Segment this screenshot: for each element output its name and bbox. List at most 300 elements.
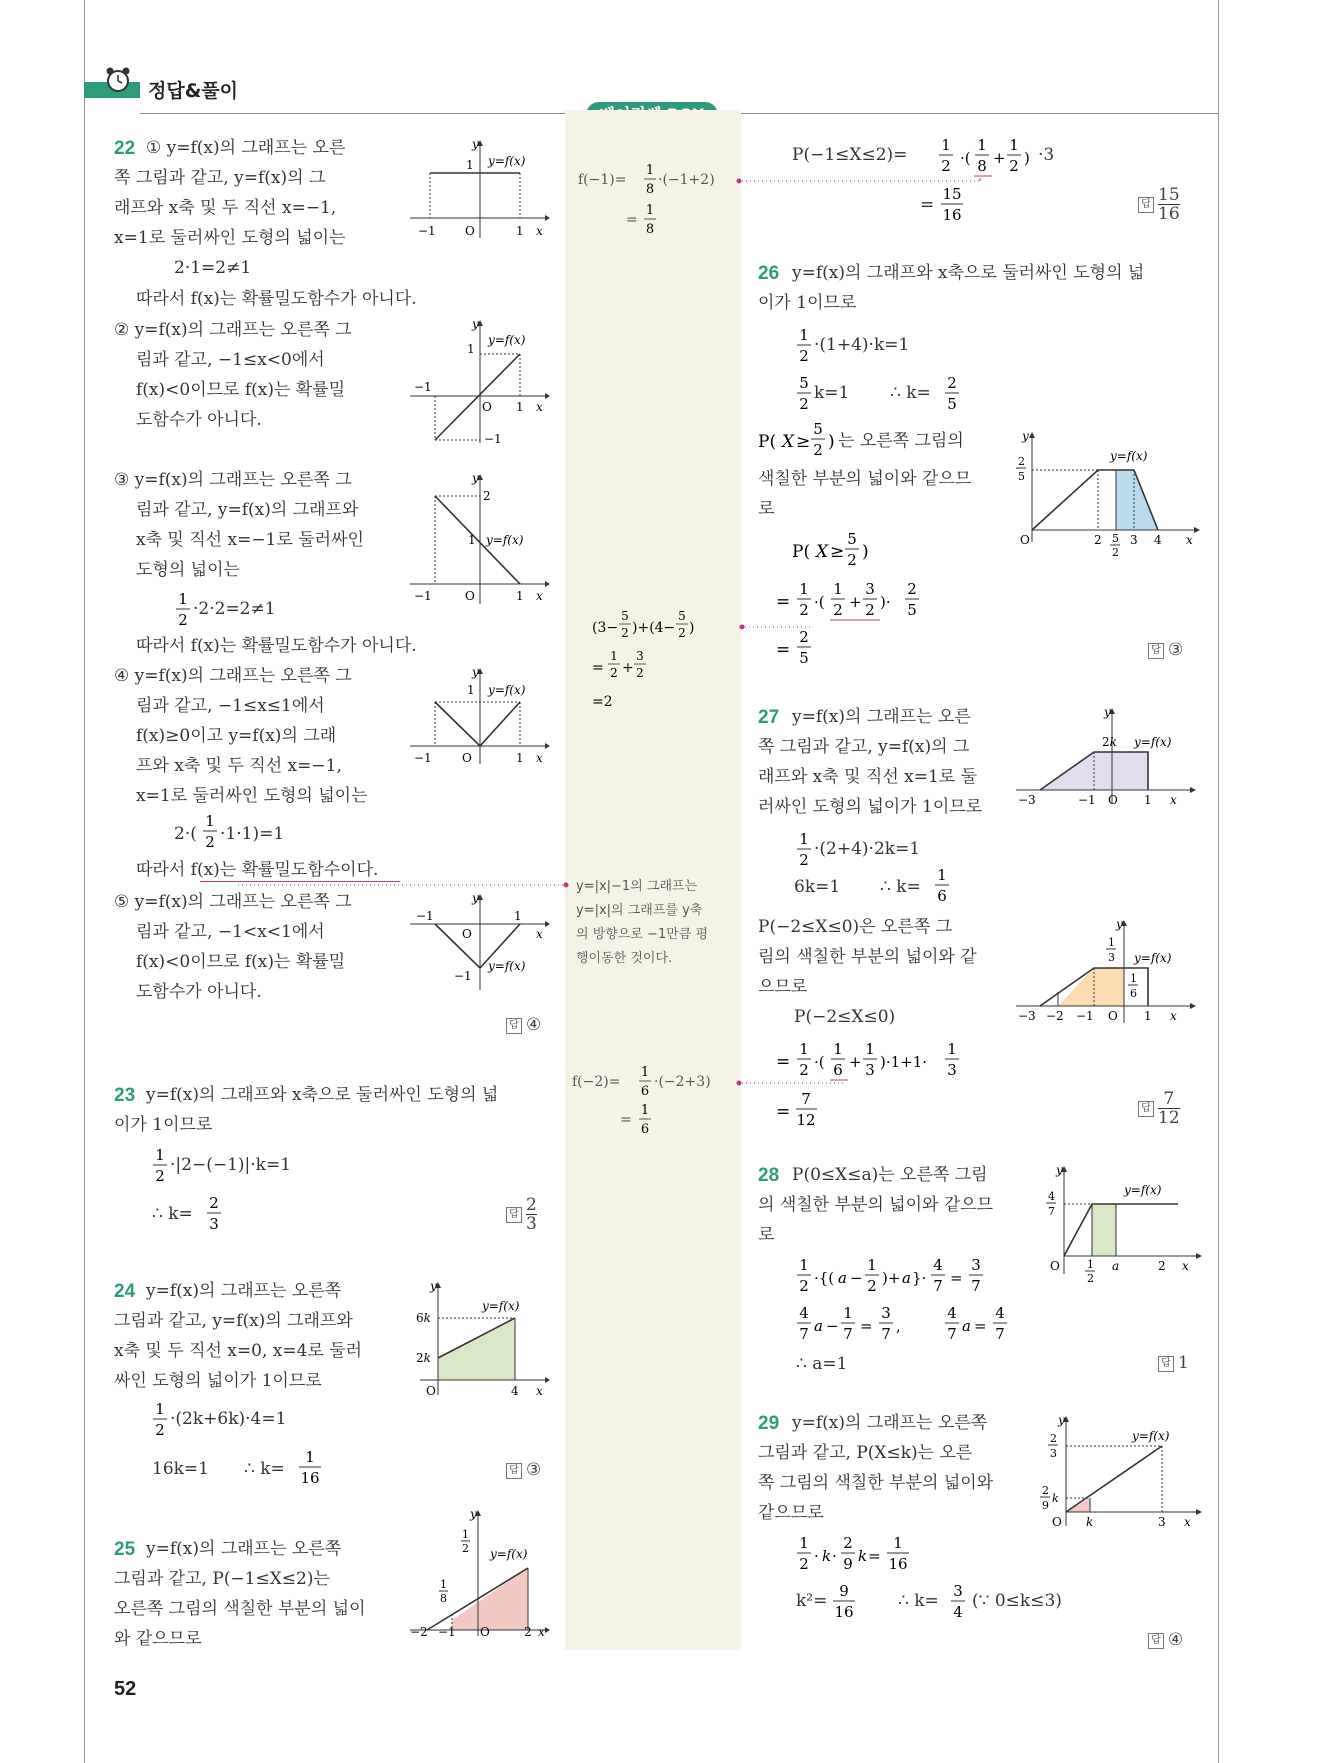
box-note-line2: y=|x|의 그래프를 y축	[576, 903, 703, 918]
svg-text:1: 1	[893, 1534, 903, 1552]
svg-text:2: 2	[799, 1277, 809, 1295]
svg-text:O: O	[1050, 1259, 1060, 1273]
problem-28-number: 28	[758, 1165, 780, 1186]
p29-graph	[1038, 1414, 1202, 1534]
p22-i3-line2: 림과 같고, y=f(x)의 그래프와	[136, 500, 359, 520]
svg-text:12: 12	[796, 1111, 816, 1129]
svg-text:y: y	[430, 1280, 437, 1293]
svg-text:1: 1	[833, 1040, 843, 1058]
p26-line1: y=f(x)의 그래프와 x축으로 둘러싸인 도형의 넓	[792, 263, 1145, 283]
svg-text:4: 4	[995, 1304, 1005, 1322]
answer-mark-icon: 답	[506, 1018, 522, 1034]
p23-eq1: ·|2−(−1)|·k=1	[170, 1155, 292, 1175]
svg-text:1: 1	[1130, 972, 1137, 985]
svg-text:=: =	[868, 1547, 881, 1565]
svg-text:1: 1	[941, 136, 951, 154]
p24-line2: 그림과 같고, y=f(x)의 그래프와	[114, 1311, 353, 1331]
svg-text:7: 7	[933, 1277, 943, 1295]
p26-k-fraction	[944, 374, 960, 414]
p27-answer-num: 7	[1163, 1089, 1175, 1109]
p27-eq2b: ∴ k=	[880, 877, 921, 897]
svg-text:y=f(x): y=f(x)	[1124, 1183, 1162, 1197]
svg-text:2: 2	[636, 666, 644, 680]
svg-text:2: 2	[941, 157, 951, 175]
svg-text:1: 1	[1144, 1009, 1152, 1023]
p27-eq2a: 6k=1	[794, 877, 841, 897]
svg-text:−2: −2	[1046, 1009, 1064, 1023]
p25-line4: 와 같으므로	[114, 1629, 202, 1649]
answer-mark-icon: 답	[1138, 197, 1154, 213]
svg-text:2: 2	[847, 551, 857, 569]
svg-text:8: 8	[440, 1592, 447, 1605]
p22-graph-5	[410, 892, 550, 992]
p27-mid-line3: 으므로	[758, 977, 808, 997]
svg-text:=: =	[776, 1052, 791, 1072]
svg-text:−: −	[850, 1269, 863, 1287]
svg-text:2: 2	[799, 601, 809, 619]
svg-text:−3: −3	[1018, 793, 1036, 806]
svg-text:3: 3	[881, 1304, 891, 1322]
p23-half-fraction	[152, 1146, 168, 1186]
p22-i3-line3: x축 및 직선 x=−1로 둘러싸인	[136, 530, 364, 550]
p22-i1-line1: ① y=f(x)의 그래프는 오른	[146, 138, 346, 158]
svg-text:6: 6	[640, 1122, 650, 1137]
p29-eq2b: ∴ k=	[898, 1591, 939, 1611]
svg-text:6k: 6k	[416, 1311, 431, 1325]
svg-text:3: 3	[947, 1061, 957, 1079]
svg-text:1: 1	[937, 866, 947, 884]
svg-text:)·1+1·: )·1+1·	[880, 1053, 928, 1071]
p22-i1-conclusion: 따라서 f(x)는 확률밀도함수가 아니다.	[136, 289, 417, 309]
svg-text:3: 3	[1158, 1515, 1166, 1529]
box-b1-fraction	[643, 162, 657, 198]
svg-text:4: 4	[511, 1384, 519, 1398]
p24-line4: 싸인 도형의 넓이가 1이므로	[114, 1371, 322, 1391]
box-b3-leader	[238, 882, 570, 892]
svg-text:x: x	[538, 1625, 545, 1638]
p22-i1-line3: 래프와 x축 및 두 직선 x=−1,	[114, 198, 337, 218]
svg-text:y=f(x): y=f(x)	[488, 959, 526, 973]
p26-eq2b: ∴ k=	[890, 383, 931, 403]
svg-text:1: 1	[155, 1400, 165, 1418]
svg-text:3: 3	[865, 580, 875, 598]
p28-eq2	[796, 1304, 1016, 1348]
svg-text:−1: −1	[414, 380, 432, 394]
p27-half-fraction	[796, 830, 812, 870]
p29-line3: 쪽 그림의 색칠한 부분의 넓이와	[758, 1473, 994, 1493]
svg-text:2: 2	[1087, 1272, 1094, 1285]
svg-text:−2: −2	[410, 1625, 428, 1638]
svg-text:P(: P(	[792, 542, 811, 562]
p26-five-half-fraction	[796, 374, 812, 414]
svg-text:=: =	[776, 1102, 791, 1122]
svg-text:1: 1	[514, 909, 522, 923]
svg-text:·(: ·(	[814, 1053, 825, 1071]
svg-text:7: 7	[995, 1325, 1005, 1343]
p28-answer	[1158, 1353, 1189, 1373]
svg-text:): )	[689, 620, 695, 636]
svg-text:−1: −1	[454, 969, 472, 983]
p24-half-fraction	[152, 1400, 168, 1440]
p27-eq3: P(−2≤X≤0)	[794, 1007, 896, 1027]
svg-text:+: +	[993, 149, 1006, 167]
svg-text:1: 1	[947, 1040, 957, 1058]
p23-line2: 이가 1이므로	[114, 1115, 213, 1135]
svg-text:2: 2	[610, 666, 618, 680]
p28-line3: 로	[758, 1225, 775, 1245]
svg-text:5: 5	[947, 395, 957, 413]
svg-text:16: 16	[834, 1603, 854, 1621]
p25-eq1-fractions	[938, 136, 1038, 178]
svg-text:2: 2	[813, 441, 823, 459]
p22-i2-line3: f(x)<0이므로 f(x)는 확률밀	[136, 380, 346, 400]
svg-text:2: 2	[483, 489, 491, 503]
p26-answer-value: ③	[1168, 640, 1184, 660]
svg-text:3: 3	[1108, 951, 1115, 964]
answer-mark-icon: 답	[506, 1463, 522, 1479]
svg-text:,: ,	[896, 1317, 901, 1335]
p29-line4: 같으므로	[758, 1503, 824, 1523]
svg-text:1: 1	[799, 580, 809, 598]
svg-text:9: 9	[1042, 1499, 1049, 1512]
box-b1-leader	[736, 178, 986, 188]
p27-mid-line1: P(−2≤X≤0)은 오른쪽 그	[758, 917, 953, 937]
svg-text:=: =	[860, 1317, 873, 1335]
p22-graph-2	[410, 318, 550, 448]
svg-text:k: k	[822, 1547, 832, 1565]
svg-text:1: 1	[799, 326, 809, 344]
p28-line2: 의 색칠한 부분의 넓이와 같으므	[758, 1195, 994, 1215]
svg-text:−: −	[826, 1317, 839, 1335]
svg-text:1: 1	[1009, 136, 1019, 154]
svg-text:4: 4	[933, 1256, 943, 1274]
svg-text:16: 16	[300, 1469, 320, 1487]
svg-text:y=f(x): y=f(x)	[482, 1299, 520, 1313]
svg-text:1: 1	[799, 1040, 809, 1058]
svg-text:O: O	[1052, 1515, 1062, 1529]
box-b1c-fraction	[643, 202, 657, 238]
svg-text:a: a	[1112, 1259, 1120, 1273]
box-b4-fraction	[638, 1064, 652, 1100]
svg-text:x: x	[536, 1384, 543, 1398]
svg-text:a: a	[838, 1269, 847, 1287]
svg-text:2: 2	[1158, 1259, 1166, 1273]
svg-text:): )	[828, 432, 835, 452]
svg-text:}·: }·	[912, 1269, 927, 1287]
page-border-left	[84, 0, 85, 1763]
p22-i4-line5: x=1로 둘러싸인 도형의 넓이는	[136, 786, 368, 806]
box-b1a: f(−1)=	[578, 172, 627, 188]
svg-text:y: y	[1022, 430, 1029, 443]
svg-text:2k: 2k	[416, 1351, 431, 1365]
svg-text:3: 3	[953, 1582, 963, 1600]
p26-eq1: ·(1+4)·k=1	[814, 335, 910, 355]
svg-text:1: 1	[516, 400, 524, 414]
svg-text:2: 2	[209, 1194, 219, 1212]
svg-text:−1: −1	[414, 589, 432, 603]
p22-answer-value: ④	[526, 1015, 542, 1035]
svg-text:·{(: ·{(	[814, 1269, 835, 1287]
svg-text:=: =	[776, 640, 791, 660]
p26-eq4	[776, 628, 826, 672]
p22-i5-line4: 도함수가 아니다.	[136, 982, 262, 1002]
svg-text:1: 1	[155, 1146, 165, 1164]
p25-answer	[1138, 186, 1180, 223]
svg-text:1: 1	[516, 751, 524, 765]
svg-text:y=f(x): y=f(x)	[488, 333, 526, 347]
svg-text:7: 7	[1048, 1205, 1055, 1218]
p25-answer-den: 16	[1158, 204, 1180, 224]
svg-text:1: 1	[466, 158, 474, 172]
svg-text:1: 1	[205, 812, 215, 830]
p22-i3-conclusion: 따라서 f(x)는 확률밀도함수가 아니다.	[136, 636, 417, 656]
p29-eq2a: k²=	[796, 1591, 828, 1611]
p27-line1: y=f(x)의 그래프는 오른	[792, 707, 971, 727]
p24-eq1: ·(2k+6k)·4=1	[170, 1409, 287, 1429]
svg-text:1: 1	[799, 830, 809, 848]
p26-graph	[1010, 430, 1200, 560]
svg-text:): )	[1024, 149, 1030, 167]
p29-line1: y=f(x)의 그래프는 오른쪽	[792, 1413, 988, 1433]
svg-text:1: 1	[865, 1040, 875, 1058]
p25-eq2: =	[920, 195, 935, 215]
svg-text:y: y	[472, 666, 479, 679]
svg-text:X: X	[782, 432, 795, 452]
p29-eq1	[796, 1534, 926, 1578]
p24-graph	[410, 1280, 550, 1400]
svg-text:9: 9	[843, 1555, 853, 1573]
box-b4c: =	[620, 1112, 632, 1128]
svg-text:5: 5	[1112, 532, 1119, 545]
p27-graph-1	[1016, 706, 1196, 806]
p25-line1: y=f(x)의 그래프는 오른쪽	[146, 1539, 342, 1559]
box-b4b: ·(−2+3)	[654, 1074, 711, 1090]
p22-i3-line4: 도형의 넓이는	[136, 560, 240, 580]
svg-text:x: x	[536, 751, 543, 765]
svg-text:)+(4−: )+(4−	[632, 620, 676, 636]
svg-text:3: 3	[971, 1256, 981, 1274]
svg-text:5: 5	[799, 374, 809, 392]
page-number: 52	[114, 1678, 137, 1700]
svg-text:5: 5	[799, 649, 809, 667]
svg-text:8: 8	[645, 182, 655, 197]
svg-text:2: 2	[907, 580, 917, 598]
svg-text:1: 1	[843, 1304, 853, 1322]
svg-text:y: y	[1104, 706, 1111, 719]
p22-i3-half-fraction	[175, 590, 191, 630]
svg-text:·(: ·(	[814, 593, 825, 611]
svg-text:y: y	[1116, 918, 1123, 931]
p23-answer-num: 2	[526, 1195, 537, 1215]
problem-26-number: 26	[758, 263, 780, 284]
svg-text:1: 1	[833, 580, 843, 598]
p25-answer-num: 15	[1158, 185, 1180, 205]
svg-text:2: 2	[678, 626, 686, 640]
svg-text:O: O	[1108, 1009, 1118, 1023]
svg-text:P(: P(	[758, 432, 777, 452]
svg-text:y: y	[472, 138, 479, 151]
svg-text:1: 1	[516, 589, 524, 603]
svg-text:O: O	[1020, 533, 1030, 547]
p22-i5-line3: f(x)<0이므로 f(x)는 확률밀	[136, 952, 346, 972]
p25-result-fraction	[940, 185, 964, 225]
svg-text:2: 2	[1112, 546, 1119, 559]
svg-text:2: 2	[865, 601, 875, 619]
p22-i1-line2: 쪽 그림과 같고, y=f(x)의 그	[114, 168, 326, 188]
svg-text:y=f(x): y=f(x)	[486, 533, 524, 547]
svg-text:5: 5	[678, 609, 686, 623]
p25-eq1a: P(−1≤X≤2)=	[792, 145, 908, 165]
svg-text:y=f(x): y=f(x)	[488, 683, 526, 697]
p22-i3-calc: ·2·2=2≠1	[193, 599, 276, 619]
p27-graph-2	[1016, 918, 1196, 1028]
svg-text:1: 1	[462, 1528, 469, 1541]
svg-text:2: 2	[621, 626, 629, 640]
svg-text:16: 16	[888, 1555, 908, 1573]
svg-text:=: =	[974, 1317, 987, 1335]
svg-text:x: x	[1182, 1259, 1189, 1273]
p22-graph-1	[410, 138, 550, 240]
svg-text:1: 1	[645, 163, 655, 178]
p28-graph	[1042, 1164, 1202, 1296]
svg-text:2k: 2k	[1102, 735, 1117, 749]
p22-i4-line2: 림과 같고, −1≤x≤1에서	[136, 696, 325, 716]
svg-text:y=f(x): y=f(x)	[1134, 951, 1172, 965]
svg-text:a: a	[962, 1317, 971, 1335]
p27-line3: 래프와 x축 및 직선 x=1로 둘	[758, 767, 978, 787]
svg-text:O: O	[465, 224, 475, 238]
svg-text:7: 7	[881, 1325, 891, 1343]
svg-text:+: +	[849, 593, 862, 611]
svg-text:=2: =2	[592, 694, 613, 710]
svg-text:O: O	[462, 751, 472, 765]
p22-graph-3	[410, 472, 550, 607]
svg-text:y=f(x): y=f(x)	[1132, 1429, 1170, 1443]
problem-29-number: 29	[758, 1413, 780, 1434]
svg-text:7: 7	[843, 1325, 853, 1343]
p29-eq2c: (∵ 0≤k≤3)	[972, 1591, 1062, 1611]
svg-text:5: 5	[847, 530, 857, 548]
svg-text:8: 8	[977, 157, 987, 175]
svg-text:2: 2	[205, 833, 215, 851]
svg-text:1: 1	[799, 1534, 809, 1552]
svg-text:15: 15	[942, 185, 962, 203]
svg-text:5: 5	[813, 420, 823, 438]
box-b2	[592, 606, 732, 716]
svg-text:4: 4	[799, 1304, 809, 1322]
p22-i5-line1: ⑤ y=f(x)의 그래프는 오른쪽 그	[114, 892, 352, 912]
svg-text:6: 6	[640, 1084, 650, 1099]
p22-i4-line3: f(x)≥0이고 y=f(x)의 그래	[136, 726, 337, 746]
svg-text:1: 1	[516, 224, 524, 238]
svg-text:y: y	[470, 1508, 477, 1521]
p28-eq1	[796, 1256, 1006, 1300]
svg-text:2: 2	[947, 374, 957, 392]
p26-mid-line2: 색칠한 부분의 넓이와 같으므	[758, 469, 972, 489]
svg-text:2: 2	[1050, 1432, 1057, 1445]
svg-text:O: O	[480, 1625, 490, 1638]
alarm-clock-icon	[103, 64, 133, 94]
p25-graph	[410, 1508, 550, 1638]
svg-text:1: 1	[467, 342, 475, 356]
p23-answer-den: 3	[526, 1214, 537, 1234]
svg-text:7: 7	[971, 1277, 981, 1295]
p22-i3-line1: ③ y=f(x)의 그래프는 오른쪽 그	[114, 470, 352, 490]
p23-k-fraction	[206, 1194, 222, 1234]
svg-text:x: x	[536, 224, 543, 238]
p29-k-fraction	[950, 1582, 966, 1622]
svg-text:8: 8	[645, 222, 655, 237]
svg-text:1: 1	[640, 1103, 650, 1118]
box-b2-leader	[694, 624, 814, 634]
svg-text:2: 2	[867, 1277, 877, 1295]
svg-text:y=f(x): y=f(x)	[1134, 735, 1172, 749]
svg-text:O: O	[482, 400, 492, 414]
svg-text:7: 7	[947, 1325, 957, 1343]
svg-text:2: 2	[155, 1167, 165, 1185]
svg-text:2: 2	[799, 1061, 809, 1079]
svg-text:1: 1	[977, 136, 987, 154]
svg-text:1: 1	[1087, 1258, 1094, 1271]
problem-24-number: 24	[114, 1281, 136, 1302]
svg-text:1: 1	[799, 1256, 809, 1274]
svg-text:y: y	[472, 318, 479, 331]
svg-text:): )	[862, 542, 869, 562]
p23-line1: y=f(x)의 그래프와 x축으로 둘러싸인 도형의 넓	[146, 1085, 499, 1105]
svg-text:y: y	[1058, 1414, 1065, 1427]
answer-mark-icon: 답	[1148, 643, 1164, 659]
svg-text:y=f(x): y=f(x)	[490, 1547, 528, 1561]
svg-text:x: x	[536, 400, 543, 414]
problem-23-number: 23	[114, 1085, 136, 1106]
svg-text:3: 3	[209, 1215, 219, 1233]
p22-i4-line4: 프와 x축 및 두 직선 x=−1,	[136, 756, 342, 776]
p22-answer	[506, 1015, 541, 1035]
svg-text:X: X	[816, 542, 829, 562]
p22-i1-calc: 2·1=2≠1	[174, 258, 252, 278]
p22-i4-calc-b: ·1·1)=1	[220, 824, 285, 844]
p24-eq2b: ∴ k=	[244, 1459, 285, 1479]
p27-answer-den: 12	[1158, 1108, 1180, 1128]
p27-line2: 쪽 그림과 같고, y=f(x)의 그	[758, 737, 970, 757]
svg-text:k: k	[858, 1547, 868, 1565]
svg-text:1: 1	[440, 1578, 447, 1591]
p29-k2-fraction	[832, 1582, 856, 1622]
p24-eq2a: 16k=1	[152, 1459, 209, 1479]
p24-answer	[506, 1460, 541, 1480]
svg-text:≥: ≥	[830, 542, 845, 562]
svg-text:2: 2	[1094, 533, 1102, 547]
svg-text:=: =	[592, 660, 604, 676]
box-note-line4: 행이동한 것이다.	[576, 951, 673, 966]
svg-text:y=f(x): y=f(x)	[1110, 449, 1148, 463]
p22-i4-line1: ④ y=f(x)의 그래프는 오른쪽 그	[114, 666, 352, 686]
svg-text:·(: ·(	[960, 149, 971, 167]
svg-text:2: 2	[155, 1421, 165, 1439]
svg-text:4: 4	[1048, 1190, 1055, 1203]
problem-22-number: 22	[114, 138, 136, 159]
p22-i2-line1: ② y=f(x)의 그래프는 오른쪽 그	[114, 320, 352, 340]
svg-text:2: 2	[799, 395, 809, 413]
answer-mark-icon: 답	[1138, 1101, 1154, 1117]
p22-i4-half-fraction	[202, 812, 218, 852]
svg-text:4: 4	[1154, 533, 1162, 547]
svg-text:5: 5	[621, 609, 629, 623]
answer-mark-icon: 답	[1158, 1356, 1174, 1372]
box-b4-leader	[736, 1080, 846, 1090]
svg-text:2: 2	[462, 1542, 469, 1555]
svg-text:2: 2	[1009, 157, 1019, 175]
